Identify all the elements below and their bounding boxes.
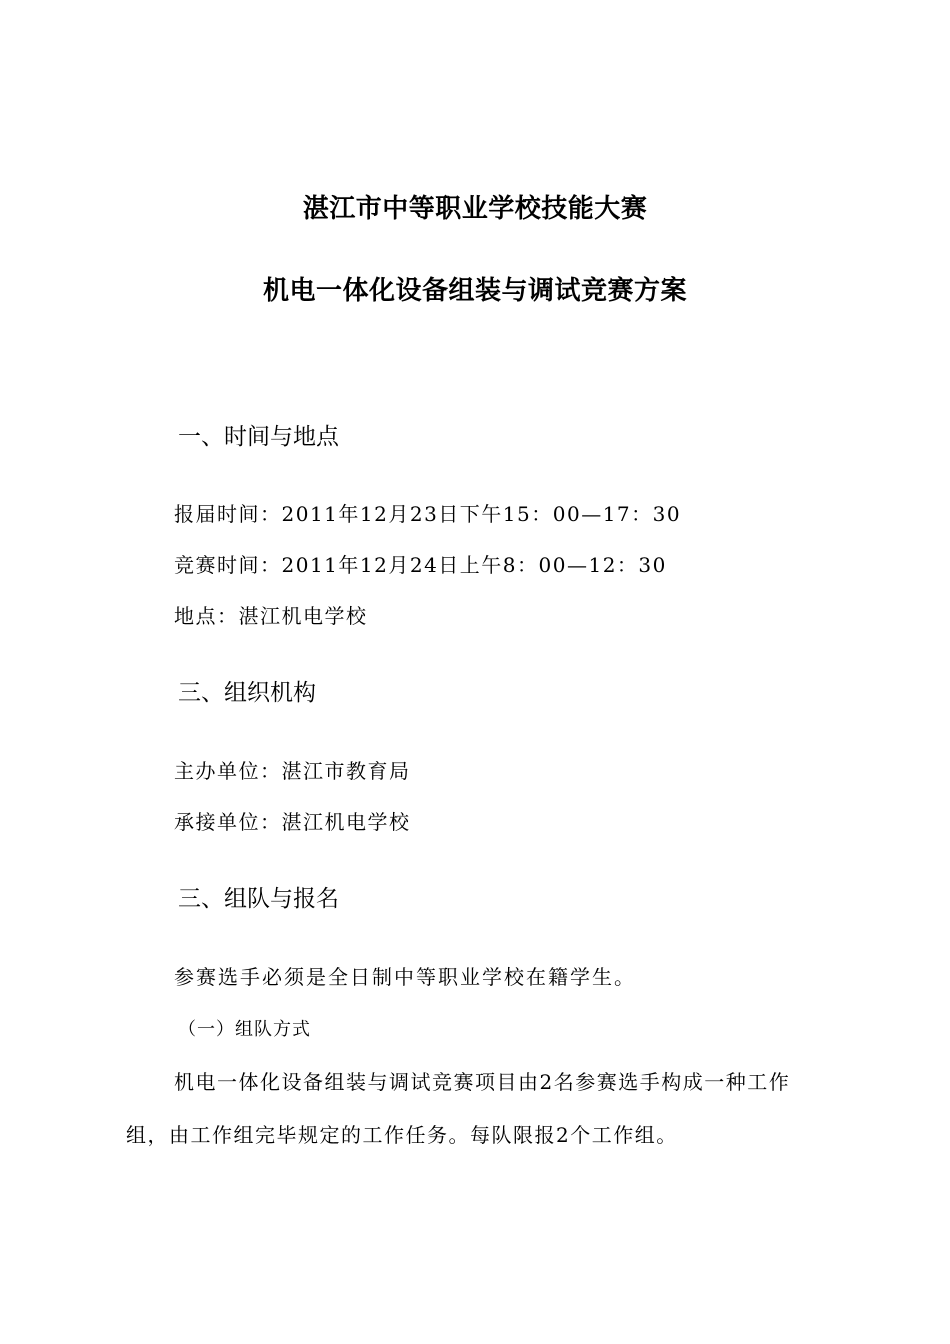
document-title-line1: 湛江市中等职业学校技能大赛	[302, 194, 648, 224]
document-title-line2: 机电一体化设备组装与调试竞赛方案	[262, 276, 687, 306]
location: 地点：湛江机电学校	[174, 604, 368, 628]
section-heading-organization: 三、组织机构	[178, 680, 316, 706]
section-heading-time-location: 一、时间与地点	[178, 424, 339, 450]
organizer: 主办单位：湛江市教育局	[174, 759, 411, 783]
team-method-line2: 组，由工作组完毕规定的工作任务。每队限报2个工作组。	[126, 1123, 678, 1147]
section-heading-team-registration: 三、组队与报名	[178, 886, 339, 912]
team-method-line1: 机电一体化设备组装与调试竞赛项目由2名参赛选手构成一种工作	[174, 1070, 791, 1094]
eligibility-text: 参赛选手必须是全日制中等职业学校在籍学生。	[174, 965, 636, 989]
host: 承接单位：湛江机电学校	[174, 810, 411, 834]
subheading-team-method: （一）组队方式	[178, 1019, 311, 1040]
registration-time: 报届时间：2011年12月23日下午15：00—17：30	[174, 502, 682, 526]
competition-time: 竞赛时间：2011年12月24日上午8：00—12：30	[174, 553, 667, 577]
